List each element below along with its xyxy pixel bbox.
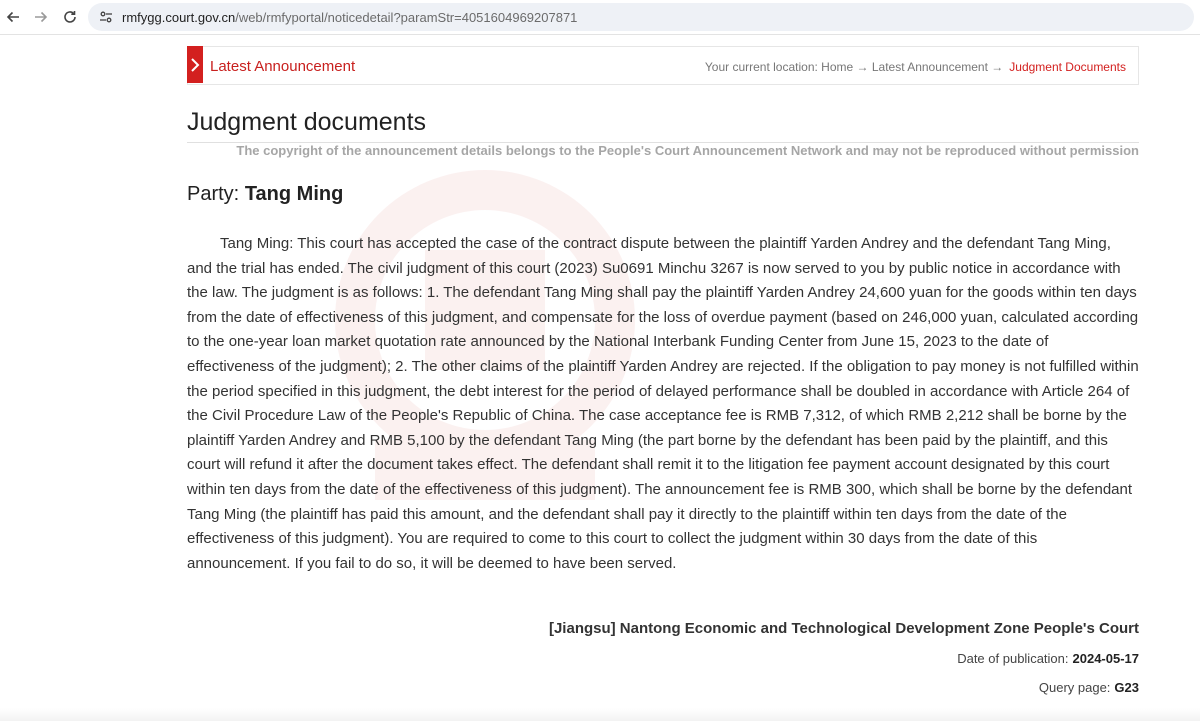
copyright-notice: The copyright of the announcement details belongs to the People's Court Announcement Network and may not be reproduced without permission	[236, 143, 1139, 158]
party-label: Party:	[187, 183, 240, 205]
reload-icon[interactable]	[60, 7, 80, 27]
chevron-right-icon	[187, 46, 203, 83]
issuing-court: [Jiangsu] Nantong Economic and Technological Development Zone People's Court	[548, 620, 1139, 637]
site-settings-icon[interactable]	[96, 7, 116, 27]
url-text	[122, 10, 577, 25]
page-content	[187, 46, 1139, 695]
address-bar[interactable]	[88, 3, 1194, 31]
browser-toolbar	[0, 0, 1200, 35]
query-page-label: Query page:	[1038, 680, 1111, 695]
section-header	[187, 46, 1139, 85]
query-page-value: G23	[1114, 680, 1139, 695]
url-path: /web/rmfyportal/noticedetail?paramStr=4051604969207871	[235, 9, 578, 25]
arrow-left-icon[interactable]	[3, 7, 23, 27]
breadcrumb-trail[interactable]: Your current location: Home → Latest Announcement →	[704, 60, 1004, 74]
breadcrumb	[705, 60, 1126, 74]
query-page	[1039, 680, 1139, 695]
publication-date	[957, 651, 1139, 666]
announcement-body: Tang Ming: This court has accepted the case of the contract dispute between the plaintiff Yarden Andrey and the defendant Tang Ming, and the trial has ended. The civil judgment of this court (2023) Su0691 Minchu 3267 is now served to you by public notice in accordance with the law. The judgment is as follows: 1. The defendant Tang Ming shall pay the plaintiff Yarden Andrey 24,600 yuan for the goods within ten days from the date of effectiveness of this judgment, and compensate for the loss of overdue payment (based on 246,000 yuan, calculated according to the one-year loan market quotation rate announced by the National Interbank Funding Center from June 15, 2023 to the date of effectiveness of the judgment); 2. The other claims of the plaintiff Yarden Andrey are rejected. If the obligation to pay money is not fulfilled within the period specified in this judgment, the debt interest for the period of delayed performance shall be doubled in accordance with Article 264 of the Civil Procedure Law of the People's Republic of China. The case acceptance fee is RMB 7,312, of which RMB 2,212 shall be borne by the plaintiff Yarden Andrey and RMB 5,100 by the defendant Tang Ming (the part borne by the defendant has been paid by the plaintiff, and this court will refund it after the document takes effect. The defendant shall remit it to the litigation fee payment account designated by this court within ten days from the date of the effectiveness of this judgment). The announcement fee is RMB 300, which shall be borne by the defendant Tang Ming (the plaintiff has paid this amount, and the defendant shall pay it directly to the plaintiff within ten days from the date of the effectiveness of this judgment). You are required to come to this court to collect the judgment within 30 days from the date of this announcement. If you fail to do so, it will be deemed to have been served.	[187, 235, 1139, 572]
breadcrumb-current[interactable]: Judgment Documents	[1009, 60, 1126, 74]
pub-date-value: 2024-05-17	[1072, 651, 1139, 666]
party-line	[187, 183, 343, 206]
section-title[interactable]: Latest Announcement	[210, 58, 356, 75]
url-host: rmfygg.court.gov.cn	[122, 9, 236, 25]
party-name: Tang Ming	[244, 183, 344, 205]
pub-date-label: Date of publication:	[957, 651, 1069, 666]
arrow-right-icon[interactable]	[31, 7, 51, 27]
page-bottom-fade	[0, 708, 1200, 721]
page-title: Judgment documents	[187, 108, 427, 136]
